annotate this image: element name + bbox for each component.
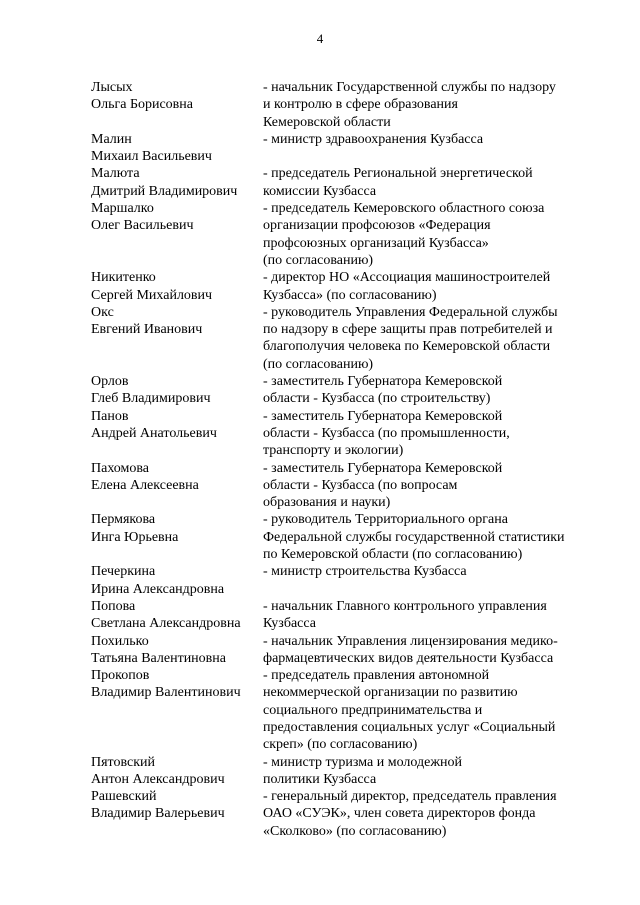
member-position-line: - начальник Управления лицензирования медико- <box>263 633 558 649</box>
member-position-line: по надзору в сфере защиты прав потребителей и <box>263 322 553 338</box>
member-given-names: Дмитрий Владимирович <box>91 183 238 199</box>
member-given-names: Андрей Анатольевич <box>91 425 217 441</box>
member-entry <box>91 373 601 408</box>
member-name <box>91 79 263 131</box>
member-position <box>263 598 601 633</box>
member-name <box>91 408 263 460</box>
member-position <box>263 408 601 460</box>
member-surname: Прокопов <box>91 668 150 684</box>
member-surname: Малюта <box>91 166 140 182</box>
member-position-line: - директор НО «Ассоциация машиностроителей <box>263 270 551 286</box>
member-name <box>91 200 263 269</box>
member-position-line: - министр туризма и молодежной <box>263 754 462 770</box>
member-position-line: (по согласованию) <box>263 252 374 268</box>
member-given-names: Татьяна Валентиновна <box>91 650 226 666</box>
member-name <box>91 598 263 633</box>
member-name <box>91 511 263 563</box>
member-position-line: области - Кузбасса (по строительству) <box>263 391 491 407</box>
member-position-line: организации профсоюзов «Федерация <box>263 218 491 234</box>
member-given-names: Антон Александрович <box>91 771 225 787</box>
member-position-line: политики Кузбасса <box>263 771 377 787</box>
member-position <box>263 79 601 131</box>
member-position <box>263 460 601 512</box>
member-position <box>263 633 601 668</box>
member-position-line: фармацевтических видов деятельности Кузбасса <box>263 650 554 666</box>
member-position <box>263 165 601 200</box>
member-entry <box>91 408 601 460</box>
member-position <box>263 754 601 789</box>
member-given-names: Сергей Михайлович <box>91 287 213 303</box>
member-surname: Рашевский <box>91 789 157 805</box>
member-given-names: Олег Васильевич <box>91 218 194 234</box>
member-position-line: - руководитель Управления Федеральной службы <box>263 304 558 320</box>
member-name <box>91 373 263 408</box>
member-position-line: области - Кузбасса (по вопросам <box>263 477 458 493</box>
member-entry <box>91 667 601 753</box>
member-position <box>263 200 601 269</box>
member-surname: Панов <box>91 408 129 424</box>
member-entry <box>91 304 601 373</box>
page-number: 4 <box>316 31 324 46</box>
member-entry <box>91 563 601 598</box>
member-surname: Попова <box>91 598 136 614</box>
member-position-line: - генеральный директор, председатель правления <box>263 789 557 805</box>
member-position-line: Кузбасса <box>263 616 316 632</box>
member-given-names: Ирина Александровна <box>91 581 225 597</box>
member-given-names: Ольга Борисовна <box>91 97 193 113</box>
member-surname: Пятовский <box>91 754 156 770</box>
member-position-line: (по согласованию) <box>263 356 374 372</box>
member-position-line: по Кемеровской области (по согласованию) <box>263 547 523 563</box>
member-given-names: Светлана Александровна <box>91 616 241 632</box>
member-surname: Никитенко <box>91 270 156 286</box>
member-surname: Печеркина <box>91 564 156 580</box>
member-position-line: - председатель Региональной энергетической <box>263 166 533 182</box>
member-position-line: профсоюзных организаций Кузбасса» <box>263 235 489 251</box>
member-position-line: некоммерческой организации по развитию <box>263 685 518 701</box>
member-position-line: ОАО «СУЭК», член совета директоров фонда <box>263 806 536 822</box>
member-name <box>91 131 263 166</box>
member-entry <box>91 633 601 668</box>
member-surname: Маршалко <box>91 201 154 217</box>
member-surname: Лысых <box>91 80 133 95</box>
member-given-names: Инга Юрьевна <box>91 529 179 545</box>
member-position-line: образования и науки) <box>263 495 391 511</box>
member-entry <box>91 788 601 840</box>
member-position-line: предоставления социальных услуг «Социальный <box>263 719 556 735</box>
member-position-line: транспорту и экологии) <box>263 443 404 459</box>
member-name <box>91 304 263 373</box>
member-position-line: социального предпринимательства и <box>263 702 483 718</box>
member-surname: Окс <box>91 304 114 320</box>
member-surname: Пахомова <box>91 460 150 476</box>
member-position-line: - председатель правления автономной <box>263 668 490 684</box>
member-position <box>263 269 601 304</box>
member-entry <box>91 131 601 166</box>
member-surname: Малин <box>91 131 132 147</box>
member-entry <box>91 165 601 200</box>
member-entry <box>91 460 601 512</box>
member-name <box>91 754 263 789</box>
member-position-line: комиссии Кузбасса <box>263 183 377 199</box>
member-position-line: Кемеровской области <box>263 114 391 130</box>
member-given-names: Владимир Валерьевич <box>91 806 225 822</box>
member-position <box>263 304 601 373</box>
member-position <box>263 511 601 563</box>
member-position-line: - заместитель Губернатора Кемеровской <box>263 460 503 476</box>
member-name <box>91 667 263 753</box>
member-position-line: - министр здравоохранения Кузбасса <box>263 131 484 147</box>
member-given-names: Елена Алексеевна <box>91 477 199 493</box>
member-entry <box>91 200 601 269</box>
member-name <box>91 563 263 598</box>
member-name <box>91 269 263 304</box>
member-position <box>263 667 601 753</box>
member-surname: Орлов <box>91 374 129 390</box>
member-position <box>263 131 601 166</box>
member-position-line: Федеральной службы государственной статистики <box>263 529 565 545</box>
member-position <box>263 788 601 840</box>
member-position <box>263 563 601 598</box>
member-position-line: - руководитель Территориального органа <box>263 512 508 528</box>
member-name <box>91 633 263 668</box>
member-position <box>263 373 601 408</box>
member-position-line: скреп» (по согласованию) <box>263 737 418 753</box>
member-given-names: Михаил Васильевич <box>91 149 212 165</box>
member-position-line: благополучия человека по Кемеровской области <box>263 339 551 355</box>
commission-members-list <box>91 79 601 840</box>
member-name <box>91 165 263 200</box>
member-position-line: - заместитель Губернатора Кемеровской <box>263 374 503 390</box>
member-given-names: Владимир Валентинович <box>91 685 241 701</box>
member-name <box>91 788 263 840</box>
member-name <box>91 460 263 512</box>
member-entry <box>91 269 601 304</box>
member-entry <box>91 79 601 131</box>
member-given-names: Глеб Владимирович <box>91 391 211 407</box>
member-position-line: - председатель Кемеровского областного союза <box>263 201 545 217</box>
member-position-line: Кузбасса» (по согласованию) <box>263 287 437 303</box>
member-entry <box>91 754 601 789</box>
member-position-line: - начальник Главного контрольного управления <box>263 598 547 614</box>
member-position-line: - заместитель Губернатора Кемеровской <box>263 408 503 424</box>
member-position-line: - министр строительства Кузбасса <box>263 564 467 580</box>
member-position-line: области - Кузбасса (по промышленности, <box>263 425 510 441</box>
member-position-line: и контролю в сфере образования <box>263 97 458 113</box>
member-position-line: «Сколково» (по согласованию) <box>263 823 447 839</box>
member-entry <box>91 511 601 563</box>
member-position-line: - начальник Государственной службы по надзору <box>263 80 556 95</box>
member-surname: Пермякова <box>91 512 156 528</box>
member-given-names: Евгений Иванович <box>91 322 203 338</box>
member-surname: Похилько <box>91 633 149 649</box>
member-entry <box>91 598 601 633</box>
